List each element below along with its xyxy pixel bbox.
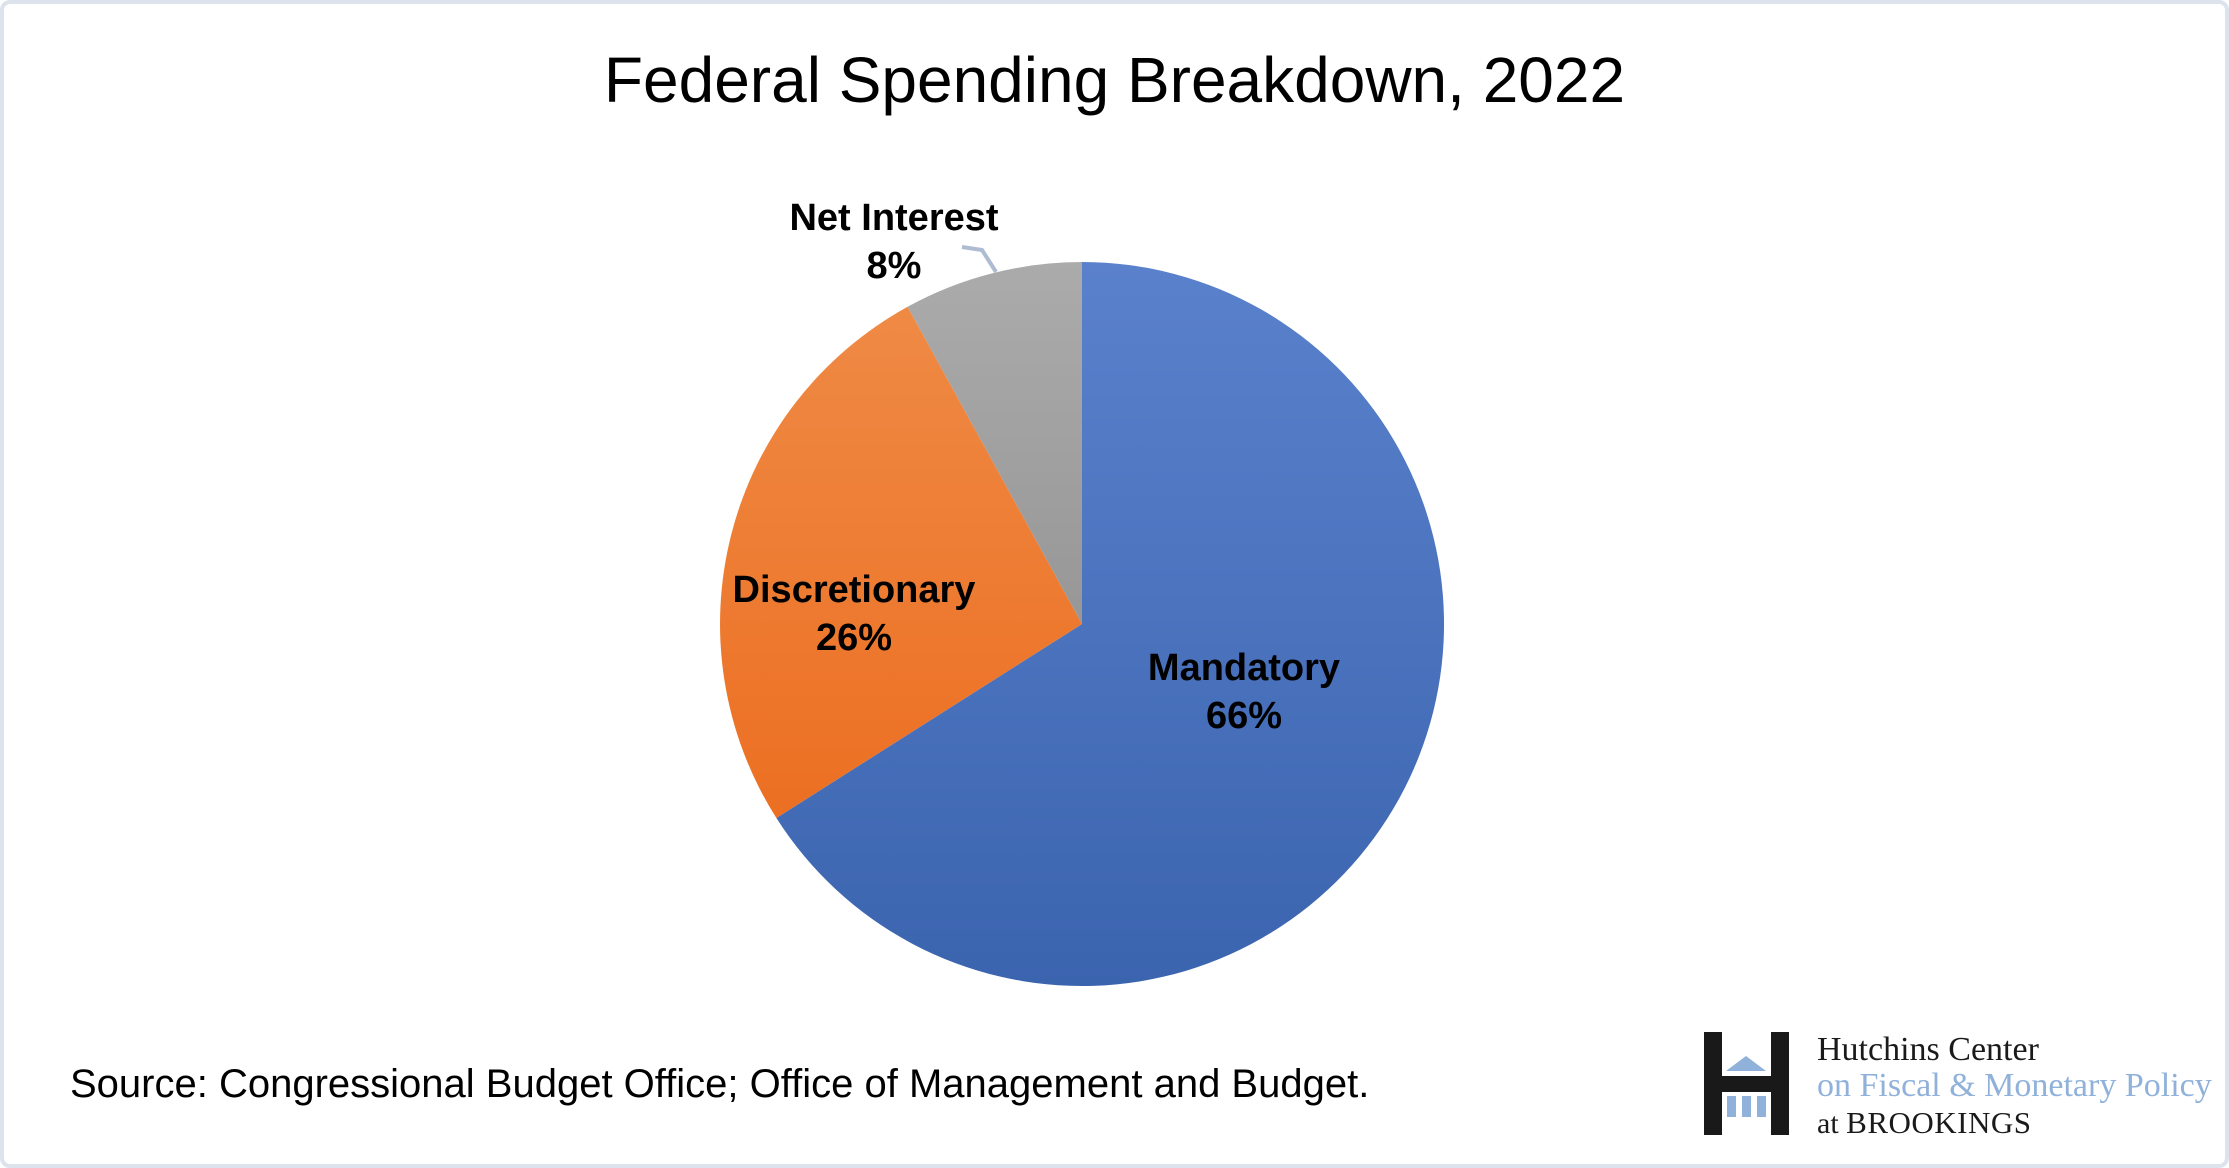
chart-title: Federal Spending Breakdown, 2022 <box>603 44 1626 116</box>
h-left-bar <box>1704 1032 1722 1135</box>
h-right-bar <box>1771 1032 1789 1135</box>
brookings-wordmark: BROOKINGS <box>1846 1105 2032 1140</box>
mandatory-label-value: 66% <box>1205 695 1283 737</box>
logo-line-fiscal-monetary-policy: on Fiscal & Monetary Policy <box>1817 1067 2212 1104</box>
discretionary-label <box>733 566 976 662</box>
source-note: Source: Congressional Budget Office; Office of Management and Budget. <box>70 1062 1370 1106</box>
logo-text-block <box>1817 1032 2212 1143</box>
h-crossbar <box>1722 1076 1771 1092</box>
mandatory-label-name: Mandatory <box>1147 647 1341 689</box>
discretionary-label-name: Discretionary <box>732 569 976 611</box>
column-icon <box>1757 1096 1766 1117</box>
mandatory-label <box>1148 644 1340 740</box>
net-interest-label-value: 8% <box>866 245 922 287</box>
column-icon <box>1727 1096 1736 1117</box>
pie-chart-svg <box>4 4 2229 1168</box>
column-icon <box>1742 1096 1751 1117</box>
discretionary-label-value: 26% <box>815 617 893 659</box>
hutchins-h-logo-icon <box>1704 1032 1789 1135</box>
pediment-roof-icon <box>1726 1056 1766 1071</box>
logo-line-at-brookings <box>1817 1104 2212 1143</box>
logo-at-prefix: at <box>1817 1107 1847 1140</box>
hutchins-brookings-logo <box>1704 1032 2224 1142</box>
logo-line-hutchins-center: Hutchins Center <box>1817 1031 2039 1068</box>
net-interest-label-name: Net Interest <box>789 197 999 239</box>
net-interest-label <box>789 194 998 290</box>
